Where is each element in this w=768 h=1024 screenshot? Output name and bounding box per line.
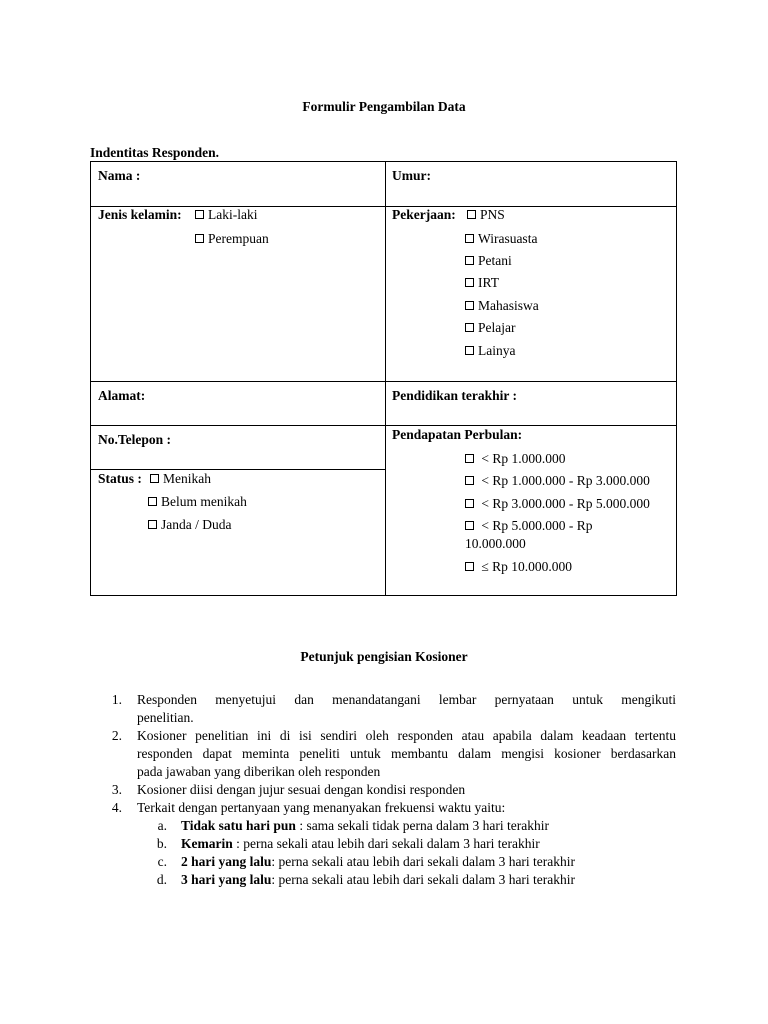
checkbox-income-3[interactable]: < Rp 3.000.000 - Rp 5.000.000 (465, 496, 650, 512)
list-number: 1. (111, 692, 122, 707)
checkbox-icon (465, 346, 474, 355)
checkbox-menikah[interactable]: Menikah (150, 471, 211, 487)
list-number: 3. (111, 782, 122, 797)
checkbox-icon (465, 562, 474, 571)
table-row-line (91, 469, 385, 470)
list-item-line: Terkait dengan pertanyaan yang menanyakan frekuensi waktu yaitu: (137, 800, 506, 815)
checkbox-perempuan[interactable]: Perempuan (195, 231, 269, 247)
checkbox-icon (465, 521, 474, 530)
checkbox-petani[interactable]: Petani (465, 253, 512, 269)
instructions-title: Petunjuk pengisian Kosioner (300, 649, 468, 664)
list-item-line: responden dapat meminta peneliti untuk membantu dalam mengisi kosioner berdasarkan (137, 746, 676, 761)
sub-list-item: 3 hari yang lalu: perna sekali atau lebih dari sekali dalam 3 hari terakhir (181, 872, 576, 887)
form-title: Formulir Pengambilan Data (302, 99, 466, 114)
checkbox-laki-laki[interactable]: Laki-laki (195, 207, 257, 223)
checkbox-income-4[interactable]: < Rp 5.000.000 - Rp (465, 518, 593, 534)
checkbox-icon (465, 454, 474, 463)
list-item-line: Kosioner penelitian ini di isi sendiri oleh responden atau apabila dalam keadaan tertentu (137, 728, 676, 743)
checkbox-janda-duda[interactable]: Janda / Duda (148, 517, 231, 533)
sub-list-letter: c. (157, 854, 167, 869)
telepon-label: No.Telepon : (98, 432, 172, 447)
checkbox-icon (467, 210, 476, 219)
umur-label: Umur: (392, 168, 431, 183)
list-number: 4. (111, 800, 122, 815)
pendidikan-label: Pendidikan terakhir : (392, 388, 518, 403)
checkbox-pns[interactable]: PNS (467, 207, 505, 223)
checkbox-icon (465, 476, 474, 485)
job-label: Pekerjaan: (392, 207, 456, 222)
checkbox-icon (465, 323, 474, 332)
income-option-continuation: 10.000.000 (465, 536, 526, 551)
sub-list-letter: d. (156, 872, 167, 887)
checkbox-pelajar[interactable]: Pelajar (465, 320, 515, 336)
checkbox-icon (465, 301, 474, 310)
section-title: Indentitas Responden. (90, 145, 220, 160)
table-row-line (91, 381, 677, 382)
status-label: Status : (98, 471, 142, 486)
table-row-line (91, 425, 677, 426)
alamat-label: Alamat: (98, 388, 146, 403)
list-item-line: Responden menyetujui dan menandatangani lembar pernyataan untuk mengikuti (137, 692, 676, 707)
checkbox-icon (465, 234, 474, 243)
pendapatan-label: Pendapatan Perbulan: (392, 427, 523, 442)
checkbox-icon (465, 278, 474, 287)
checkbox-icon (465, 499, 474, 508)
checkbox-icon (148, 497, 157, 506)
sub-list-letter: b. (156, 836, 167, 851)
checkbox-lainya[interactable]: Lainya (465, 343, 515, 359)
checkbox-icon (150, 474, 159, 483)
checkbox-icon (465, 256, 474, 265)
list-number: 2. (111, 728, 122, 743)
table-divider (385, 162, 386, 596)
sub-list-letter: a. (157, 818, 167, 833)
sub-list-item: Kemarin : perna sekali atau lebih dari sekali dalam 3 hari terakhir (181, 836, 540, 851)
checkbox-irt[interactable]: IRT (465, 275, 499, 291)
list-item-line: penelitian. (137, 710, 194, 725)
checkbox-icon (195, 210, 204, 219)
checkbox-belum-menikah[interactable]: Belum menikah (148, 494, 247, 510)
gender-label: Jenis kelamin: (98, 207, 182, 222)
checkbox-icon (195, 234, 204, 243)
checkbox-income-1[interactable]: < Rp 1.000.000 (465, 451, 566, 467)
sub-list-item: 2 hari yang lalu: perna sekali atau lebih dari sekali dalam 3 hari terakhir (181, 854, 576, 869)
checkbox-income-5[interactable]: ≤ Rp 10.000.000 (465, 559, 572, 575)
list-item-line: pada jawaban yang diberikan oleh responden (137, 764, 381, 779)
list-item-line: Kosioner diisi dengan jujur sesuai dengan kondisi responden (137, 782, 466, 797)
checkbox-icon (148, 520, 157, 529)
checkbox-income-2[interactable]: < Rp 1.000.000 - Rp 3.000.000 (465, 473, 650, 489)
checkbox-wirasuasta[interactable]: Wirasuasta (465, 231, 537, 247)
nama-label: Nama : (98, 168, 141, 183)
checkbox-mahasiswa[interactable]: Mahasiswa (465, 298, 539, 314)
sub-list-item: Tidak satu hari pun : sama sekali tidak perna dalam 3 hari terakhir (181, 818, 549, 833)
